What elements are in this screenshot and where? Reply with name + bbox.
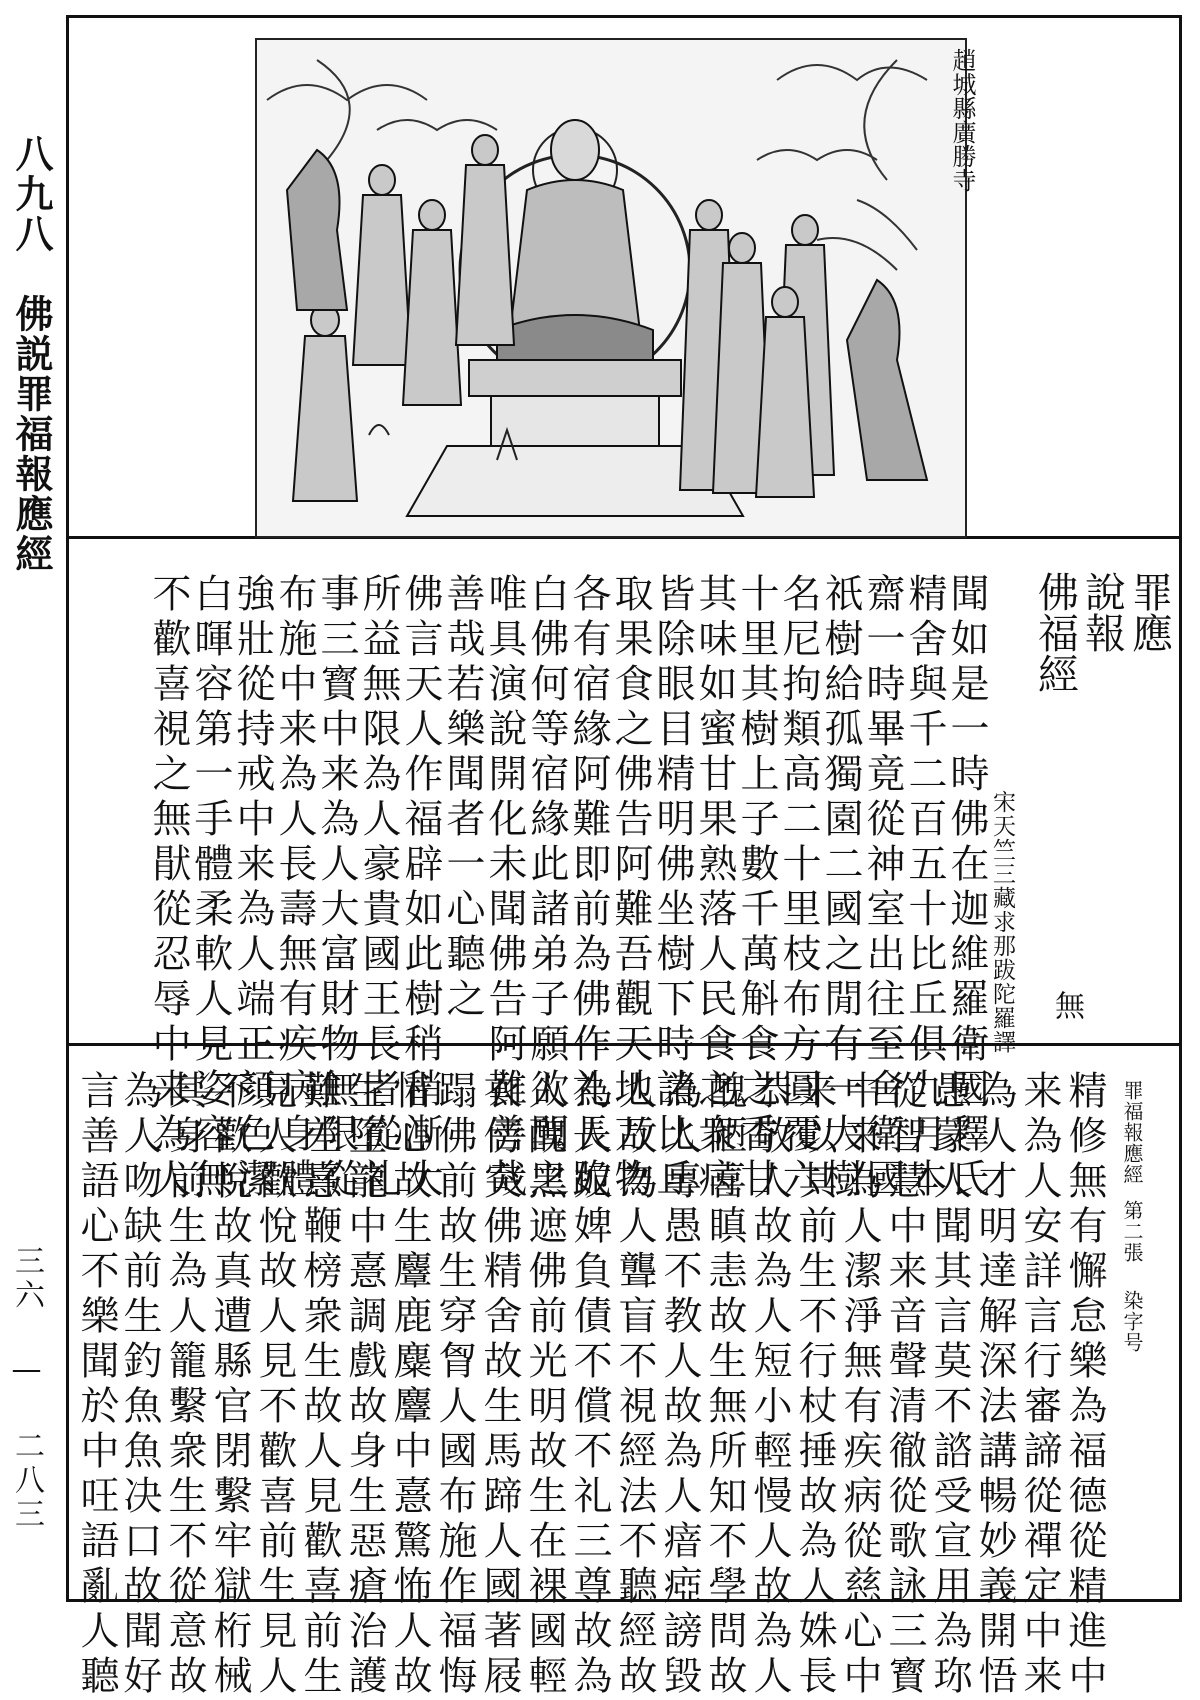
text-column: 布施中来為人長壽無有疾病身體 [272, 573, 317, 1203]
text-column: 其味如蜜甘果熟落人民食之衆病 [692, 573, 737, 1203]
text-column: 醜陋喜瞋恚故生無所知不學問故 [702, 1070, 747, 1700]
title-mark: 無 [1049, 990, 1084, 1021]
text-column: 精舍與千二百五十比丘俱九月本 [902, 573, 947, 1203]
translator-line: 宋天竺三藏求那跋陀羅譯 [989, 790, 1015, 1054]
text-column: 為人才明達解深法講暢妙義開悟 [972, 1070, 1017, 1700]
text-column: 為人吻缺前生釣魚魚决口故聞好 [117, 1070, 162, 1700]
text-column: 名尼拘類高二十里枝布方圓覆六 [776, 573, 821, 1203]
text-column: 為人奴婢負債不償不礼三尊故為 [567, 1070, 612, 1700]
woodblock-illustration [255, 38, 967, 538]
text-column: 從智慧中来音聲清徹從歌詠三寳 [882, 1070, 927, 1700]
text-column: 佛言天人作福辟如此樹稍稍漸大 [398, 573, 443, 1203]
block-header-char: 染字号 [1120, 1290, 1144, 1353]
text-column: 齋一時畢竟從神室出往至舍衛國 [860, 573, 905, 1203]
text-column: 取果食之佛告阿難吾觀天地万物 [608, 573, 653, 1203]
block-header-title: 罪福報應經 [1120, 1080, 1144, 1185]
text-column: 事三寳中来為人大富財物無限從 [314, 573, 359, 1203]
text-column: 衣傍突佛精舍故生馬蹄人國著屐 [477, 1070, 522, 1700]
text-column: 聞如是一時佛在迦維羅衛國釋氏 [944, 573, 989, 1203]
text-column: 唯具演說開化未聞佛告阿難善哉 [482, 573, 527, 1203]
text-column: 人故為人聾盲不視經法不聽經故 [612, 1070, 657, 1700]
text-column: 善哉若樂聞者一心聽之 [440, 573, 485, 1023]
text-column: 中来為人潔淨無有疾病從慈心中 [837, 1070, 882, 1700]
text-column: 生墮龍中憙調戲故身生惡瘡治護 [342, 1070, 387, 1700]
sutra-title: 佛說罪福報應經 [1038, 569, 1179, 699]
text-column: 蹋佛前故生穿胷人國布施作福悔 [432, 1070, 477, 1700]
text-column: 惜心故生麞鹿麋麞中憙驚怖人故 [387, 1070, 432, 1700]
text-column: 来以其前生不行杖捶故為人姝長 [792, 1070, 837, 1700]
text-column: 不歡悅故真遭縣官閉繫牢獄桁械 [207, 1070, 252, 1700]
text-column: 祇樹給孤獨園二國之閒有一大樹 [818, 573, 863, 1203]
text-column: 十里其樹上子數千萬斛食之香甘 [734, 573, 779, 1203]
text-column: 難差憙鞭榜衆生故人見歡喜前生 [297, 1070, 342, 1700]
text-column: 言善語心不樂聞於中㕵語亂人聽 [74, 1070, 119, 1700]
text-column: 見人歡悅故人見不歡喜前生見人 [252, 1070, 297, 1700]
text-column: 白暉容第一手體柔軟人見姿容無 [188, 573, 233, 1203]
text-column: 其身前生為人籠繫衆生不從意故 [162, 1070, 207, 1700]
text-column: 不歡喜視之無猒從忍辱中来為人 [146, 573, 191, 1203]
text-column: 愚蒙人聞其言莫不諮受宣用為珎 [927, 1070, 972, 1700]
block-header-page: 第二張 [1120, 1200, 1144, 1263]
text-column: 強壯從持戒中来為人端正顏色潔 [230, 573, 275, 1203]
text-column: 所益無限為人豪貴國王長者從礼 [356, 573, 401, 1203]
text-column: 白佛何等宿緣此諸弟子願欲聞之 [524, 573, 569, 1203]
text-column: 皆除眼目精明佛坐樹下時諸比丘 [650, 573, 695, 1203]
text-column: 来為人安詳言行審諦從禪定中来 [1017, 1070, 1062, 1700]
margin-page-number: 三六 — 二八三 [9, 1245, 44, 1532]
margin-title: 八九八 佛説罪福報應經 [9, 134, 54, 574]
text-column: 為人專愚不教人故為人瘖瘂謗毀 [657, 1070, 702, 1700]
text-column: 恭敬人故為人短小輕慢人故為人 [747, 1070, 792, 1700]
text-column: 各有宿緣阿難即前為佛作礼長跪 [566, 573, 611, 1203]
text-column: 人醜黑遮佛前光明故生在裸國輕 [522, 1070, 567, 1700]
illustration-caption: 趙城縣廣勝寺 [948, 48, 976, 192]
text-column: 精修無有懈怠樂為福德從精進中 [1062, 1070, 1107, 1700]
